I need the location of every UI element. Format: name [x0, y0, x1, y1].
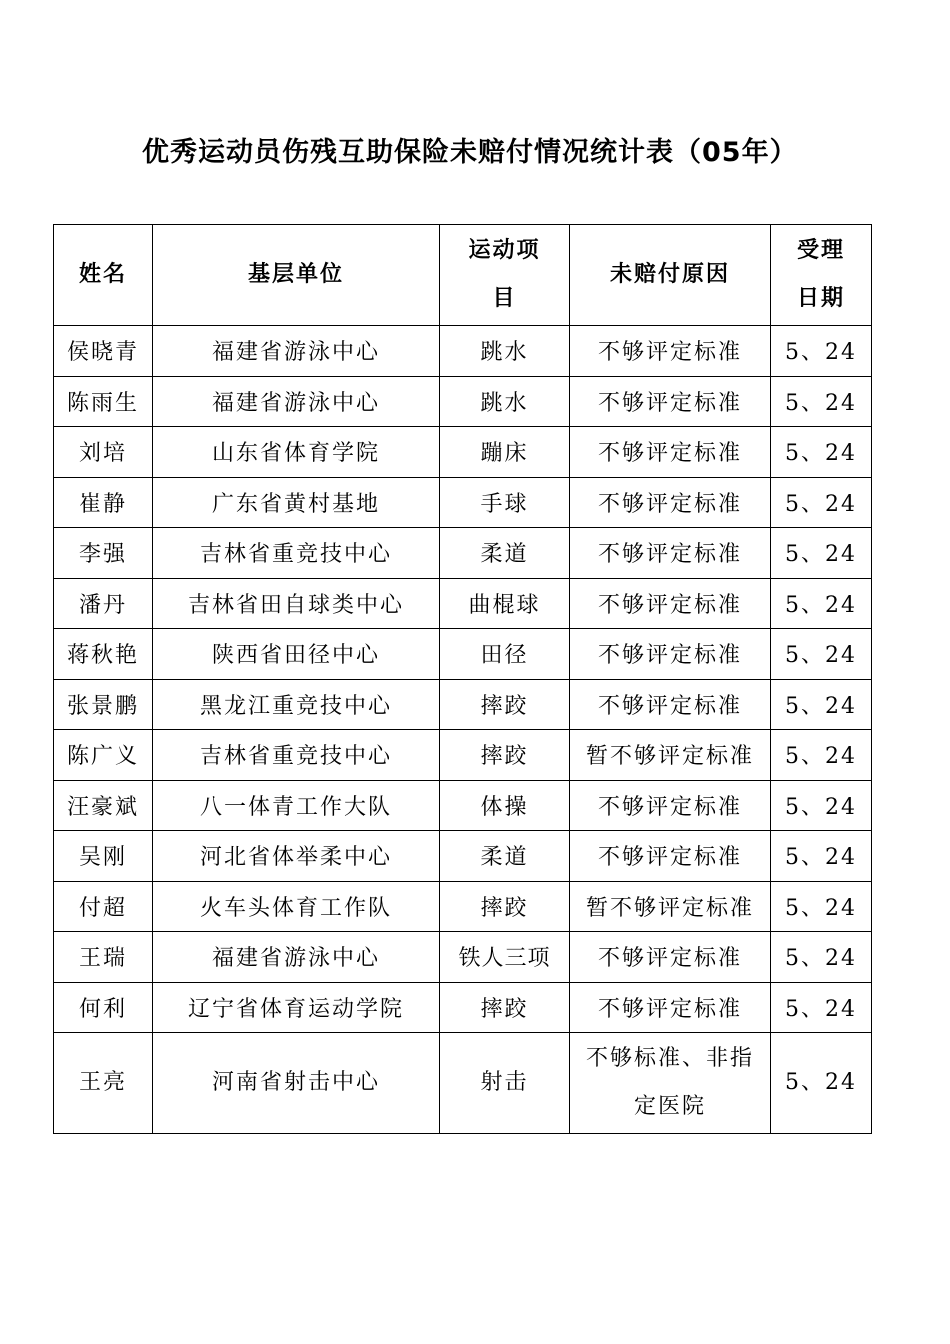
cell-unit: 河北省体举柔中心	[153, 831, 440, 882]
cell-date: 5、24	[771, 831, 872, 882]
cell-date: 5、24	[771, 477, 872, 528]
cell-unit: 广东省黄村基地	[153, 477, 440, 528]
cell-reason: 不够评定标准	[570, 376, 771, 427]
table-row	[54, 629, 872, 680]
table-row	[54, 881, 872, 932]
table-row	[54, 679, 872, 730]
cell-date: 5、24	[771, 780, 872, 831]
cell-date: 5、24	[771, 376, 872, 427]
table-row	[54, 477, 872, 528]
cell-sport: 柔道	[440, 831, 570, 882]
cell-reason: 暂不够评定标准	[570, 730, 771, 781]
cell-sport: 曲棍球	[440, 578, 570, 629]
cell-reason: 不够评定标准	[570, 578, 771, 629]
cell-sport: 柔道	[440, 528, 570, 579]
cell-name: 侯晓青	[54, 326, 153, 377]
cell-unit: 吉林省重竞技中心	[153, 528, 440, 579]
cell-sport: 摔跤	[440, 679, 570, 730]
cell-reason: 暂不够评定标准	[570, 881, 771, 932]
cell-reason: 不够标准、非指定医院	[570, 1033, 771, 1134]
cell-date: 5、24	[771, 578, 872, 629]
cell-name: 刘培	[54, 427, 153, 478]
cell-name: 汪豪斌	[54, 780, 153, 831]
statistics-table	[53, 224, 872, 1134]
cell-date: 5、24	[771, 730, 872, 781]
table-row	[54, 982, 872, 1033]
table-row	[54, 932, 872, 983]
cell-sport: 手球	[440, 477, 570, 528]
cell-unit: 陕西省田径中心	[153, 629, 440, 680]
cell-unit: 辽宁省体育运动学院	[153, 982, 440, 1033]
cell-date: 5、24	[771, 629, 872, 680]
cell-name: 崔静	[54, 477, 153, 528]
table-row	[54, 1033, 872, 1134]
cell-unit: 山东省体育学院	[153, 427, 440, 478]
cell-date: 5、24	[771, 326, 872, 377]
header-date: 受理日期	[771, 225, 872, 326]
cell-reason: 不够评定标准	[570, 780, 771, 831]
cell-sport: 摔跤	[440, 982, 570, 1033]
cell-name: 陈雨生	[54, 376, 153, 427]
cell-name: 蒋秋艳	[54, 629, 153, 680]
table-row	[54, 326, 872, 377]
cell-reason: 不够评定标准	[570, 528, 771, 579]
table-row	[54, 528, 872, 579]
cell-name: 张景鹏	[54, 679, 153, 730]
cell-date: 5、24	[771, 528, 872, 579]
cell-sport: 蹦床	[440, 427, 570, 478]
cell-name: 陈广义	[54, 730, 153, 781]
table-row	[54, 427, 872, 478]
cell-unit: 福建省游泳中心	[153, 932, 440, 983]
cell-name: 王亮	[54, 1033, 153, 1134]
header-name: 姓名	[54, 225, 153, 326]
header-unit: 基层单位	[153, 225, 440, 326]
cell-date: 5、24	[771, 427, 872, 478]
cell-unit: 福建省游泳中心	[153, 326, 440, 377]
cell-unit: 河南省射击中心	[153, 1033, 440, 1134]
cell-reason: 不够评定标准	[570, 326, 771, 377]
cell-name: 付超	[54, 881, 153, 932]
cell-reason: 不够评定标准	[570, 831, 771, 882]
cell-unit: 八一体青工作大队	[153, 780, 440, 831]
cell-unit: 福建省游泳中心	[153, 376, 440, 427]
cell-sport: 跳水	[440, 326, 570, 377]
cell-reason: 不够评定标准	[570, 427, 771, 478]
cell-unit: 火车头体育工作队	[153, 881, 440, 932]
cell-name: 吴刚	[54, 831, 153, 882]
cell-reason: 不够评定标准	[570, 629, 771, 680]
cell-reason: 不够评定标准	[570, 477, 771, 528]
cell-name: 李强	[54, 528, 153, 579]
cell-sport: 射击	[440, 1033, 570, 1134]
table-row	[54, 376, 872, 427]
table-row	[54, 578, 872, 629]
cell-date: 5、24	[771, 1033, 872, 1134]
header-sport: 运动项目	[440, 225, 570, 326]
cell-reason: 不够评定标准	[570, 982, 771, 1033]
cell-unit: 黑龙江重竞技中心	[153, 679, 440, 730]
table-row	[54, 730, 872, 781]
cell-sport: 田径	[440, 629, 570, 680]
cell-name: 潘丹	[54, 578, 153, 629]
header-reason: 未赔付原因	[570, 225, 771, 326]
cell-date: 5、24	[771, 679, 872, 730]
cell-date: 5、24	[771, 881, 872, 932]
table-row	[54, 831, 872, 882]
cell-name: 何利	[54, 982, 153, 1033]
cell-reason: 不够评定标准	[570, 932, 771, 983]
page-title: 优秀运动员伤残互助保险未赔付情况统计表（05年）	[142, 137, 798, 168]
cell-sport: 摔跤	[440, 881, 570, 932]
cell-sport: 体操	[440, 780, 570, 831]
table-header-row	[54, 225, 872, 326]
cell-date: 5、24	[771, 932, 872, 983]
table-row	[54, 780, 872, 831]
cell-name: 王瑞	[54, 932, 153, 983]
cell-sport: 摔跤	[440, 730, 570, 781]
cell-sport: 铁人三项	[440, 932, 570, 983]
cell-date: 5、24	[771, 982, 872, 1033]
cell-unit: 吉林省重竞技中心	[153, 730, 440, 781]
cell-reason: 不够评定标准	[570, 679, 771, 730]
cell-unit: 吉林省田自球类中心	[153, 578, 440, 629]
cell-sport: 跳水	[440, 376, 570, 427]
